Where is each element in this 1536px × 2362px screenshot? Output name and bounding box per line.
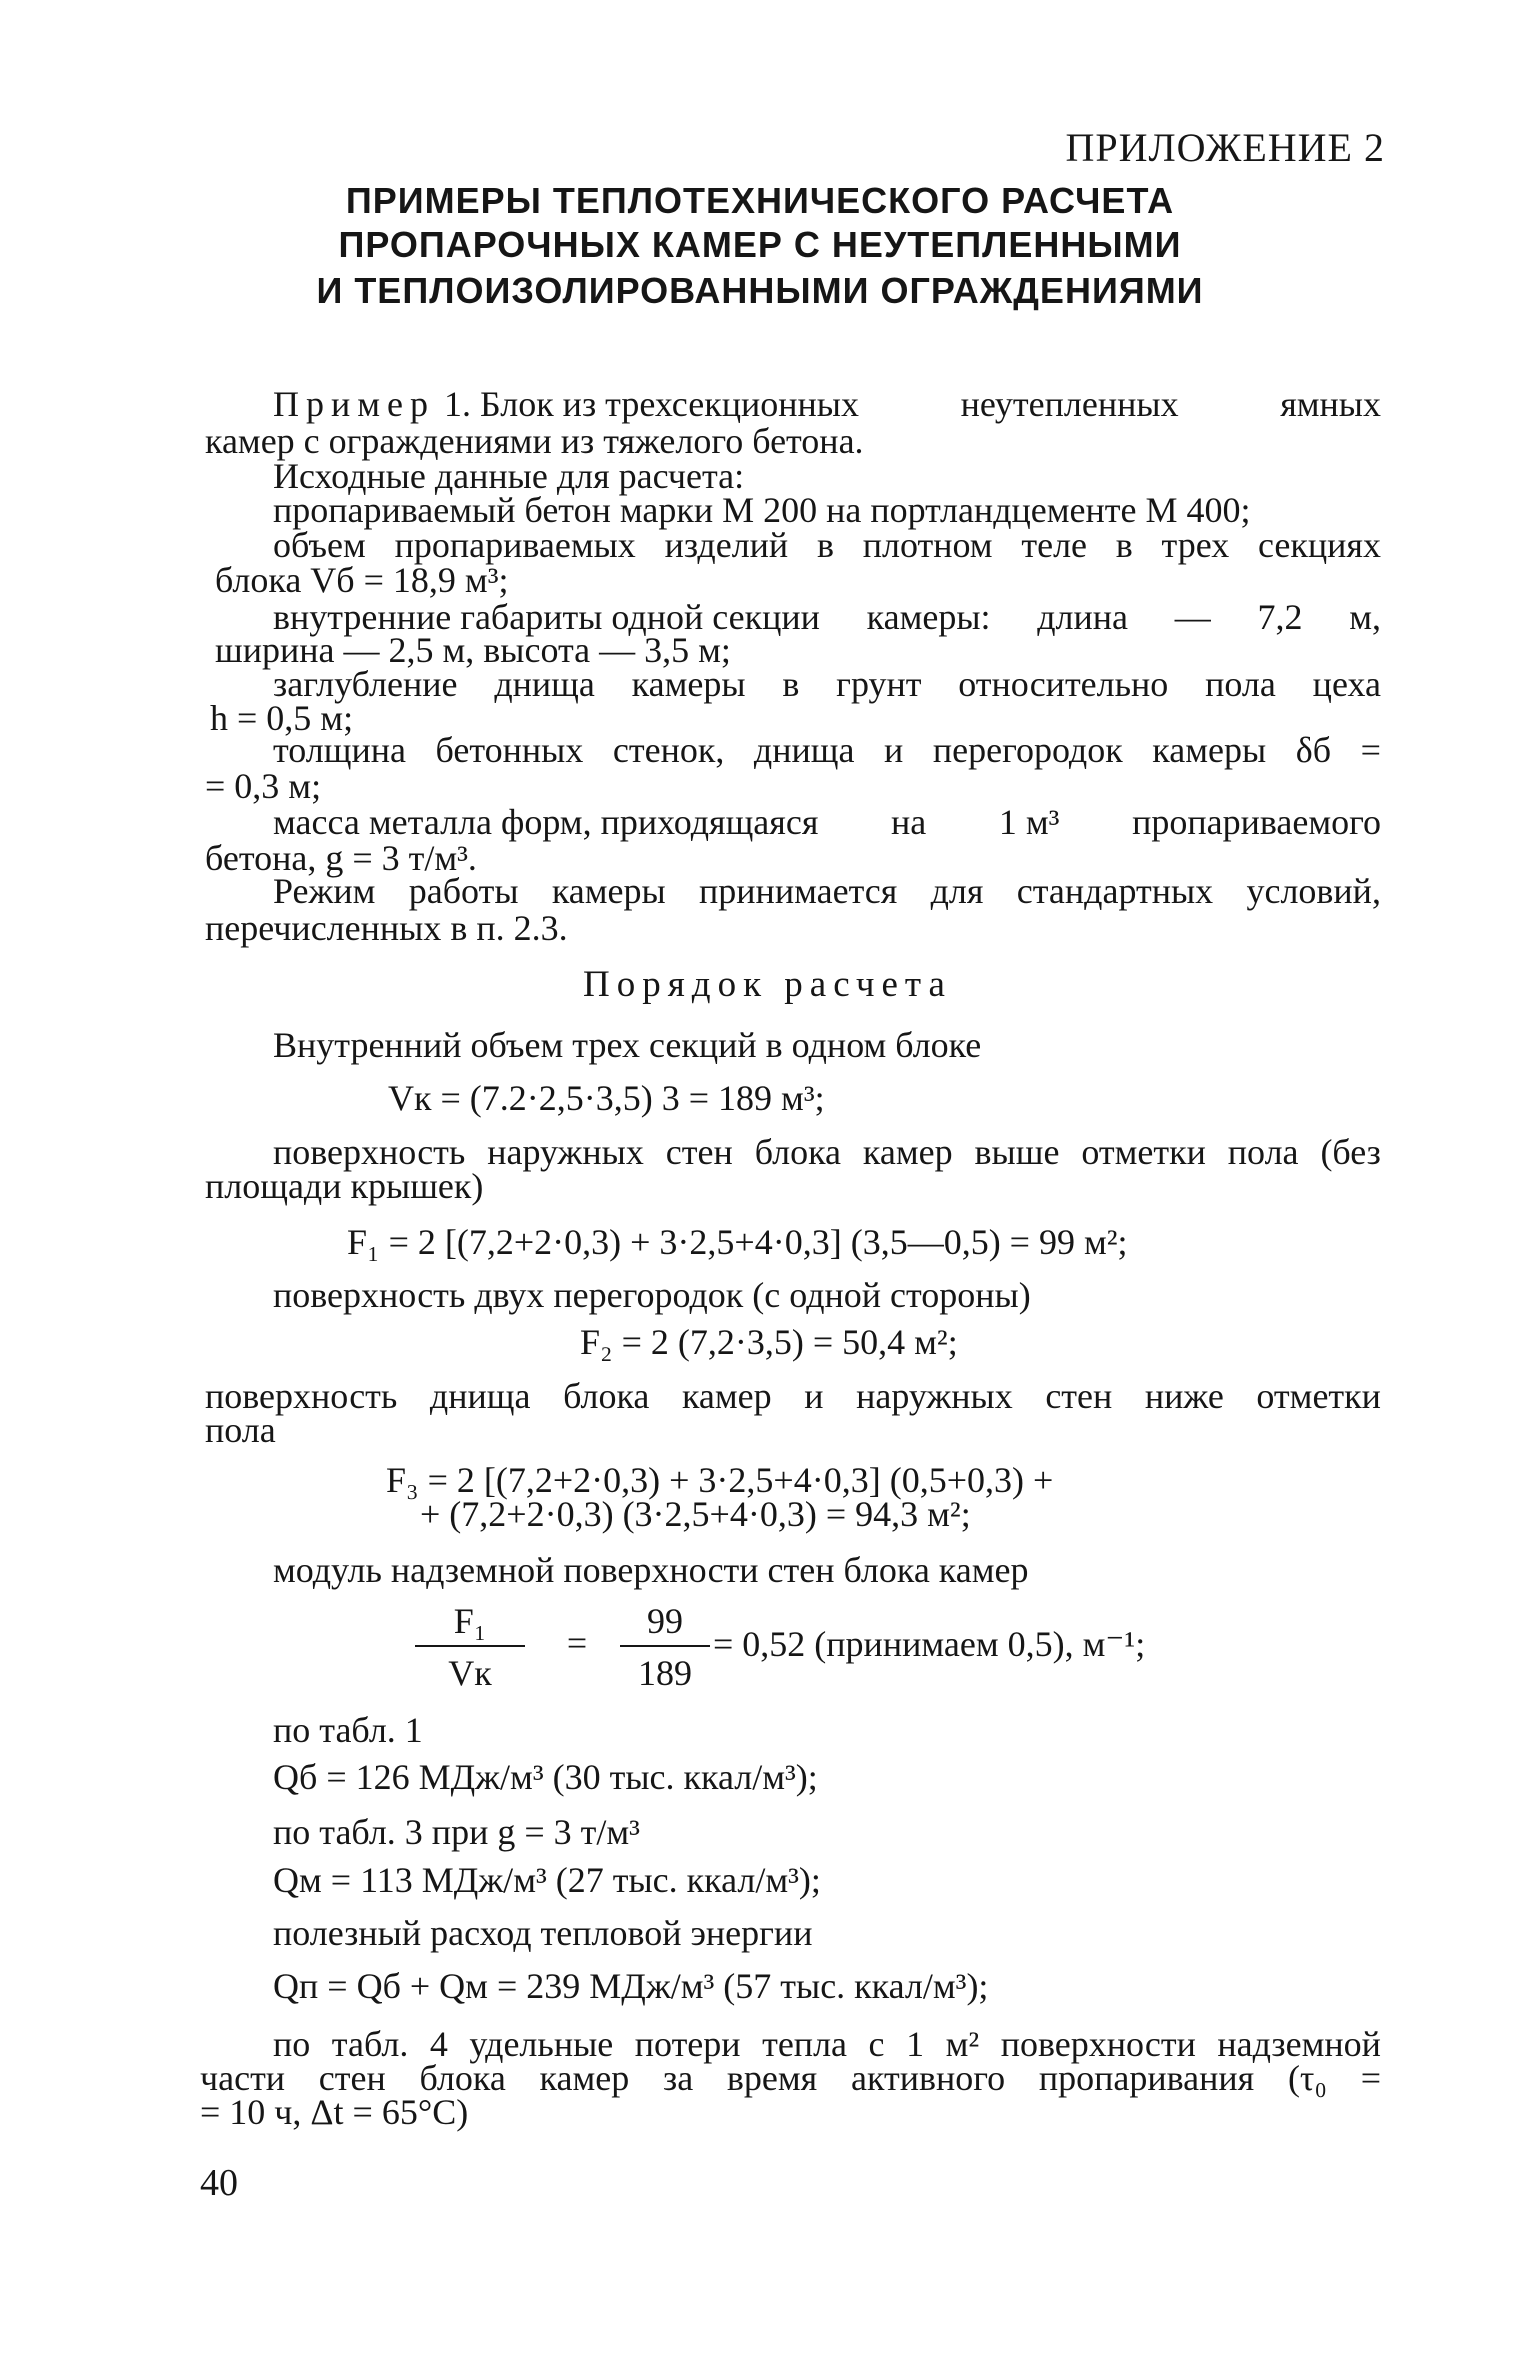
fraction-bar-1	[415, 1645, 525, 1647]
inner-volume-text: Внутренний объем трех секций в одном блоке	[273, 1025, 982, 1065]
initial-data-heading: Исходные данные для расчета:	[273, 456, 745, 496]
modulus-denominator-1: Vк	[448, 1653, 492, 1693]
page-number: 40	[200, 2162, 238, 2204]
example-label: Пример	[273, 384, 436, 424]
table3-ref: по табл. 3 при g = 3 т/м³	[273, 1812, 640, 1852]
modulus-numerator-1: F₁	[453, 1601, 487, 1641]
example-line-2: камер с ограждениями из тяжелого бетона.	[205, 421, 864, 461]
item-dims-line-1: внутренние габариты одной секции камеры: длина — 7,2 м,	[273, 597, 1381, 637]
calc-heading: Порядок расчета	[583, 964, 952, 1005]
partitions-text: поверхность двух перегородок (с одной стороны)	[273, 1275, 1031, 1315]
bottom-line-1: поверхность днища блока камер и наружных стен ниже отметки	[205, 1376, 1381, 1416]
item-dims-line-2: ширина — 2,5 м, высота — 3,5 м;	[215, 630, 731, 670]
outer-walls-line-2: площади крышек)	[205, 1166, 484, 1206]
f3-formula-line-2: + (7,2+2·0,3) (3·2,5+4·0,3) = 94,3 м²;	[420, 1494, 971, 1534]
outer-walls-line-1: поверхность наружных стен блока камер выше отметки пола (без	[273, 1132, 1381, 1172]
example-line-1: Пример 1. Блок из трехсекционных неутепленных ямных	[273, 384, 1381, 424]
item-metal-line-2: бетона, g = 3 т/м³.	[205, 838, 477, 878]
item-volume-line-2: блока Vб = 18,9 м³;	[215, 560, 509, 600]
section-title-line-1: ПРИМЕРЫ ТЕПЛОТЕХНИЧЕСКОГО РАСЧЕТА	[345, 180, 1175, 221]
modulus-equals: =	[566, 1623, 588, 1663]
item-walls-line-2: = 0,3 м;	[205, 766, 322, 806]
table1-ref: по табл. 1	[273, 1710, 423, 1750]
f2-formula: F₂ = 2 (7,2·3,5) = 50,4 м²;	[580, 1322, 958, 1362]
q-m-formula: Qм = 113 МДж/м³ (27 тыс. ккал/м³);	[273, 1860, 821, 1900]
item-volume-line-1: объем пропариваемых изделий в плотном теле в трех секциях	[273, 525, 1381, 565]
f3-formula-line-1: F₃ = 2 [(7,2+2·0,3) + 3·2,5+4·0,3] (0,5+0,3) +	[386, 1460, 1054, 1500]
modulus-numerator-2: 99	[647, 1601, 683, 1641]
f1-formula: F₁ = 2 [(7,2+2·0,3) + 3·2,5+4·0,3] (3,5—0,5) = 99 м²;	[347, 1222, 1128, 1262]
section-title-line-2: ПРОПАРОЧНЫХ КАМЕР С НЕУТЕПЛЕННЫМИ	[338, 224, 1182, 265]
fraction-bar-2	[620, 1645, 710, 1647]
item-walls-line-1: толщина бетонных стенок, днища и перегородок камеры δб =	[273, 730, 1381, 770]
modulus-denominator-2: 189	[638, 1653, 692, 1693]
section-title-line-3: И ТЕПЛОИЗОЛИРОВАННЫМИ ОГРАЖДЕНИЯМИ	[316, 270, 1204, 311]
modulus-text: модуль надземной поверхности стен блока камер	[273, 1550, 1029, 1590]
table4-line-1: по табл. 4 удельные потери тепла с 1 м² поверхности надземной	[273, 2024, 1381, 2064]
bottom-line-2: пола	[205, 1410, 276, 1450]
table4-line-2: части стен блока камер за время активного пропаривания (τ₀ =	[200, 2058, 1381, 2098]
useful-text: полезный расход тепловой энергии	[273, 1913, 813, 1953]
item-metal-line-1: масса металла форм, приходящаяся на 1 м³ пропариваемого	[273, 802, 1381, 842]
mode-line-1: Режим работы камеры принимается для стандартных условий,	[273, 871, 1381, 911]
appendix-label: ПРИЛОЖЕНИЕ 2	[1065, 125, 1385, 170]
vk-formula: Vк = (7.2·2,5·3,5) 3 = 189 м³;	[388, 1078, 825, 1118]
table4-line-3: = 10 ч, Δt = 65°С)	[200, 2092, 469, 2132]
q-b-formula: Qб = 126 МДж/м³ (30 тыс. ккал/м³);	[273, 1757, 818, 1797]
item-depth-line-2: h = 0,5 м;	[210, 698, 354, 738]
q-p-formula: Qп = Qб + Qм = 239 МДж/м³ (57 тыс. ккал/м³);	[273, 1966, 989, 2006]
mode-line-2: перечисленных в п. 2.3.	[205, 908, 568, 948]
item-depth-line-1: заглубление днища камеры в грунт относительно пола цеха	[273, 664, 1381, 704]
item-concrete: пропариваемый бетон марки М 200 на портландцементе М 400;	[273, 490, 1251, 530]
modulus-result: = 0,52 (принимаем 0,5), м⁻¹;	[713, 1624, 1146, 1664]
